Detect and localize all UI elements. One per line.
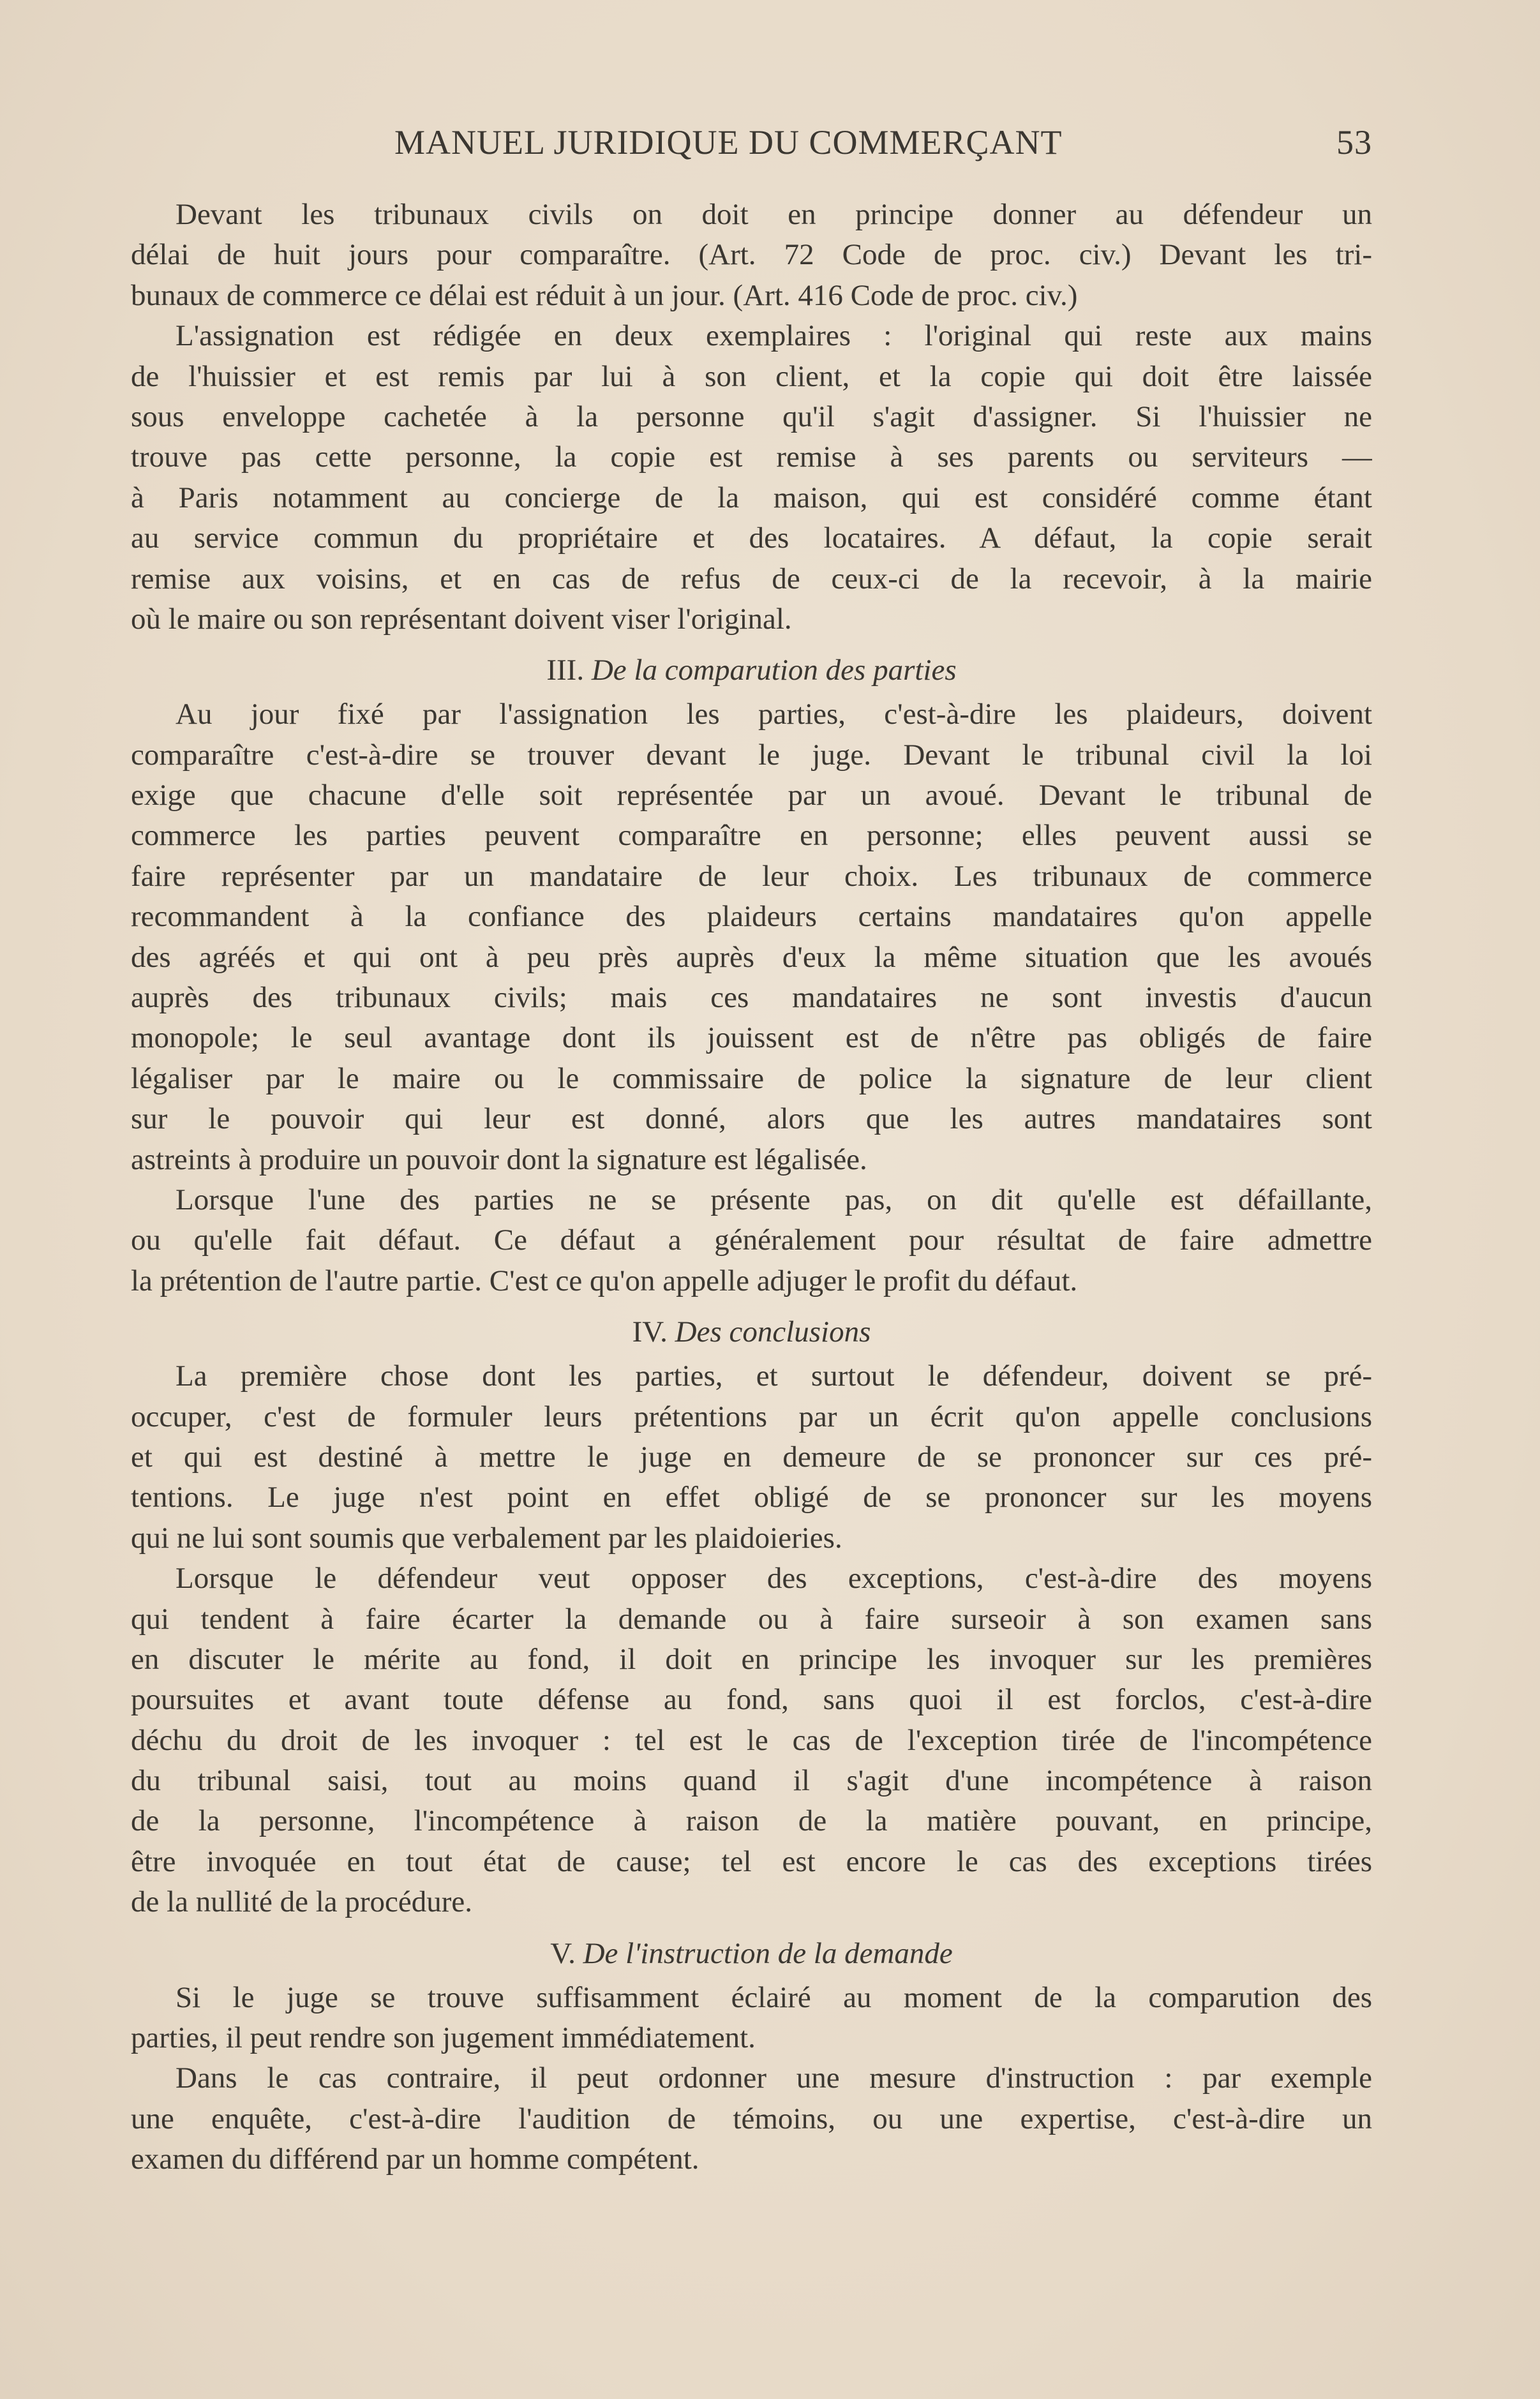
text-line: des agréés et qui ont à peu près auprès d'eux la même situation que les avoués [131, 940, 1372, 974]
running-head [131, 123, 1372, 167]
text-line: faire représenter par un mandataire de leur choix. Les tribunaux de commerce [131, 859, 1372, 893]
text-line: L'assignation est rédigée en deux exemplaires : l'original qui reste aux mains [176, 319, 1372, 353]
text-line: délai de huit jours pour comparaître. (Art. 72 Code de proc. civ.) Devant les tri- [131, 238, 1372, 272]
paragraph [131, 1356, 1372, 1558]
text-line: de la nullité de la procédure. [131, 1885, 473, 1919]
text-line: au service commun du propriétaire et des locataires. A défaut, la copie serait [131, 521, 1372, 555]
text-line: exige que chacune d'elle soit représentée par un avoué. Devant le tribunal de [131, 779, 1372, 812]
text-line: Au jour fixé par l'assignation les parties, c'est-à-dire les plaideurs, doivent [176, 698, 1372, 731]
text-line: commerce les parties peuvent comparaître en personne; elles peuvent aussi se [131, 819, 1372, 853]
text-line: astreints à produire un pouvoir dont la signature est légalisée. [131, 1142, 867, 1176]
section-heading [131, 1929, 1372, 1978]
text-line: trouve pas cette personne, la copie est remise à ses parents ou serviteurs — [131, 440, 1372, 474]
text-line: poursuites et avant toute défense au fond, sans quoi il est forclos, c'est-à-dire [131, 1683, 1372, 1717]
text-line: examen du différend par un homme compétent. [131, 2142, 699, 2176]
text-line: Lorsque le défendeur veut opposer des exceptions, c'est-à-dire des moyens [176, 1562, 1372, 1596]
text-line: monopole; le seul avantage dont ils jouissent est de n'être pas obligés de faire [131, 1021, 1372, 1055]
text-line: Devant les tribunaux civils on doit en principe donner au défendeur un [176, 198, 1372, 231]
text-line: comparaître c'est-à-dire se trouver devant le juge. Devant le tribunal civil la loi [131, 738, 1372, 772]
text-line: remise aux voisins, et en cas de refus de ceux-ci de la recevoir, à la mairie [131, 562, 1372, 595]
section-number: III. [546, 654, 585, 687]
paragraph [131, 1978, 1372, 2059]
text-line: la prétention de l'autre partie. C'est ce qu'on appelle adjuger le profit du défaut. [131, 1264, 1078, 1297]
text-line: Si le juge se trouve suffisamment éclairé au moment de la comparution des [176, 1980, 1372, 2014]
text-line: à Paris notamment au concierge de la maison, qui est considéré comme étant [131, 481, 1372, 514]
section-heading [131, 1308, 1372, 1356]
text-line: de la personne, l'incompétence à raison de la matière pouvant, en principe, [131, 1804, 1372, 1838]
text-line: tentions. Le juge n'est point en effet obligé de se prononcer sur les moyens [131, 1481, 1372, 1514]
text-line: où le maire ou son représentant doivent viser l'original. [131, 602, 792, 636]
text-line: auprès des tribunaux civils; mais ces mandataires ne sont investis d'aucun [131, 981, 1372, 1015]
text-line: bunaux de commerce ce délai est réduit à un jour. (Art. 416 Code de proc. civ.) [131, 278, 1078, 312]
text-line: occuper, c'est de formuler leurs prétentions par un écrit qu'on appelle conclusions [131, 1400, 1372, 1433]
body-text [131, 195, 1372, 2180]
section-number: IV. [632, 1315, 668, 1349]
section-heading [131, 646, 1372, 694]
paragraph [131, 316, 1372, 639]
text-line: La première chose dont les parties, et surtout le défendeur, doivent se pré- [176, 1359, 1372, 1393]
paragraph [131, 1180, 1372, 1301]
section-title: De l'instruction de la demande [583, 1936, 953, 1970]
section-number: V. [550, 1936, 576, 1970]
text-line: parties, il peut rendre son jugement immédiatement. [131, 2021, 756, 2055]
text-line: Lorsque l'une des parties ne se présente pas, on dit qu'elle est défaillante, [176, 1183, 1372, 1216]
paragraph [131, 2058, 1372, 2179]
paragraph [131, 195, 1372, 316]
text-line: recommandent à la confiance des plaideurs certains mandataires qu'on appelle [131, 900, 1372, 934]
text-line: ou qu'elle fait défaut. Ce défaut a généralement pour résultat de faire admettre [131, 1223, 1372, 1257]
paragraph [131, 1558, 1372, 1923]
text-line: qui tendent à faire écarter la demande ou à faire surseoir à son examen sans [131, 1602, 1372, 1636]
text-line: Dans le cas contraire, il peut ordonner une mesure d'instruction : par exemple [176, 2061, 1372, 2095]
text-line: sur le pouvoir qui leur est donné, alors que les autres mandataires sont [131, 1102, 1372, 1136]
text-line: une enquête, c'est-à-dire l'audition de témoins, ou une expertise, c'est-à-dire un [131, 2102, 1372, 2135]
text-line: déchu du droit de les invoquer : tel est le cas de l'exception tirée de l'incompétence [131, 1723, 1372, 1757]
text-line: légaliser par le maire ou le commissaire de police la signature de leur client [131, 1061, 1372, 1095]
section-title: De la comparution des parties [591, 654, 957, 687]
paragraph [131, 694, 1372, 1180]
page-number: 53 [1336, 123, 1372, 161]
text-line: être invoquée en tout état de cause; tel est encore le cas des exceptions tirées [131, 1844, 1372, 1878]
section-title: Des conclusions [675, 1315, 871, 1349]
text-line: et qui est destiné à mettre le juge en demeure de se prononcer sur ces pré- [131, 1440, 1372, 1474]
text-line: en discuter le mérite au fond, il doit en principe les invoquer sur les premières [131, 1642, 1372, 1676]
text-line: du tribunal saisi, tout au moins quand il s'agit d'une incompétence à raison [131, 1764, 1372, 1798]
text-line: de l'huissier et est remis par lui à son client, et la copie qui doit être laissée [131, 359, 1372, 393]
running-title: MANUEL JURIDIQUE DU COMMERÇANT [394, 123, 1063, 161]
text-line: sous enveloppe cachetée à la personne qu'il s'agit d'assigner. Si l'huissier ne [131, 400, 1372, 433]
text-line: qui ne lui sont soumis que verbalement par les plaidoieries. [131, 1521, 842, 1555]
